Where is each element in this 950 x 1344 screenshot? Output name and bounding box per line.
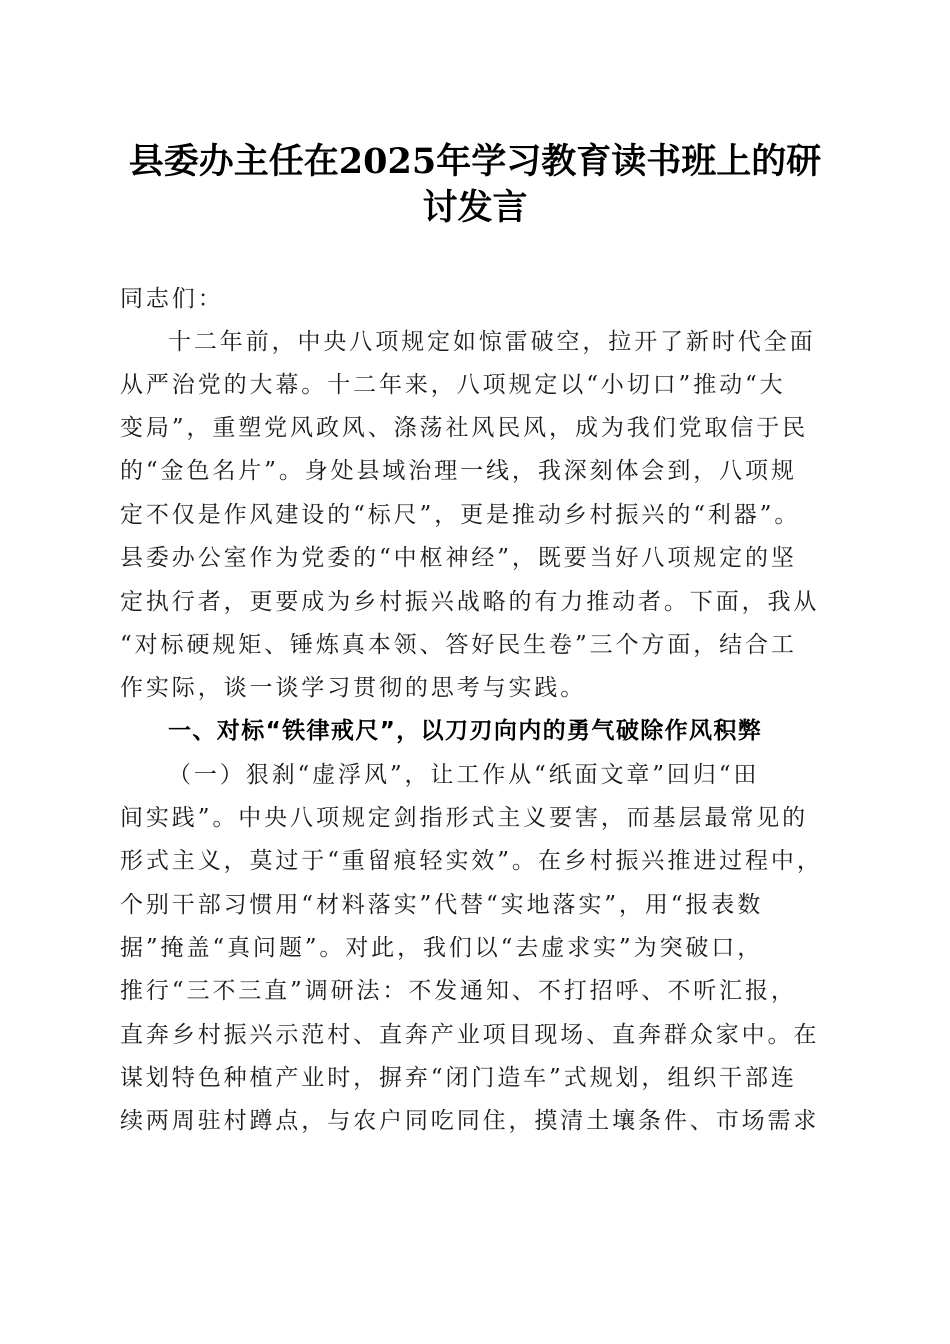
document-title-line-1: 县委办主任在2025年学习教育读书班上的研: [128, 141, 822, 182]
paragraph-1-line: 从严治党的大幕。十二年来，八项规定以“小切口”推动“大: [120, 372, 786, 398]
document-title-line-2: 讨发言: [422, 187, 528, 228]
paragraph-2-line: 谋划特色种植产业时，摒弃“闭门造车”式规划，组织干部连: [120, 1065, 797, 1091]
paragraph-2-line: 间实践”。中央八项规定剑指形式主义要害，而基层最常见的: [120, 805, 809, 831]
paragraph-2-line: 个别干部习惯用“材料落实”代替“实地落实”，用“报表数: [120, 892, 764, 918]
paragraph-2-line: 形式主义，莫过于“重留痕轻实效”。在乡村振兴推进过程中，: [120, 848, 823, 874]
paragraph-2-line: 推行“三不三直”调研法：不发通知、不打招呼、不听汇报，: [120, 978, 797, 1004]
paragraph-1-line: 定执行者，更要成为乡村振兴战略的有力推动者。下面，我从: [120, 589, 820, 615]
paragraph-2-line: 直奔乡村振兴示范村、直奔产业项目现场、直奔群众家中。在: [120, 1022, 820, 1048]
paragraph-2-line: （一）狠刹“虚浮风”，让工作从“纸面文章”回归“田: [168, 762, 760, 788]
paragraph-1-line: 定不仅是作风建设的“标尺”，更是推动乡村振兴的“利器”。: [120, 502, 801, 528]
paragraph-2-line: 续两周驻村蹲点，与农户同吃同住，摸清土壤条件、市场需求: [120, 1108, 820, 1134]
paragraph-1-line: 县委办公室作为党委的“中枢神经”，既要当好八项规定的坚: [120, 545, 797, 571]
paragraph-2-line: 据”掩盖“真问题”。对此，我们以“去虚求实”为突破口，: [120, 935, 764, 961]
paragraph-1-line: 作实际，谈一谈学习贯彻的思考与实践。: [120, 675, 587, 701]
salutation: 同志们：: [120, 286, 224, 312]
paragraph-1-line: 变局”，重塑党风政风、涤荡社风民风，成为我们党取信于民: [120, 415, 809, 441]
section-heading: 一、对标“铁律戒尺”，以刀刃向内的勇气破除作风积弊: [168, 718, 763, 744]
paragraph-1-line: 十二年前，中央八项规定如惊雷破空，拉开了新时代全面: [168, 329, 816, 355]
paragraph-1-line: 的“金色名片”。身处县域治理一线，我深刻体会到，八项规: [120, 458, 797, 484]
paragraph-1-line: “对标硬规矩、锤炼真本领、答好民生卷”三个方面，结合工: [120, 632, 797, 658]
